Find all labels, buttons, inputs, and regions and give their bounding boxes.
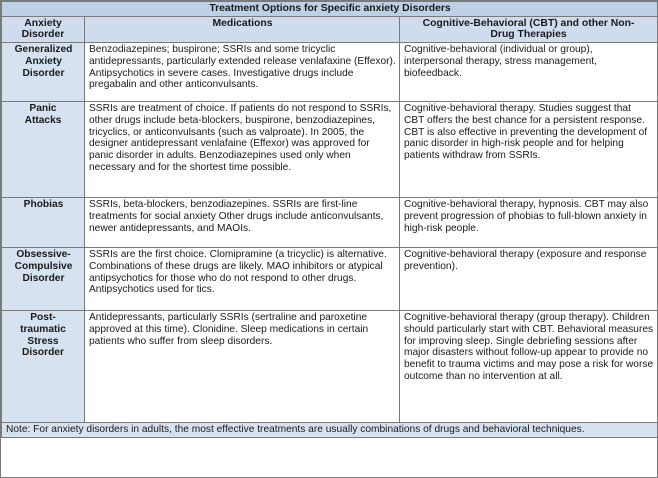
table-row — [2, 43, 658, 102]
table-row — [2, 198, 658, 248]
header-medications: Medications — [85, 16, 400, 42]
medications-cell: Benzodiazepines; buspirone; SSRIs and some tricyclic antidepressants, particularly extended release venlafaxine (Effexor). Antipsychotics in severe cases. Investigative drugs include pregabalin and other anticonvulsants. — [85, 43, 400, 102]
table-row — [2, 248, 658, 311]
therapies-cell: Cognitive-behavioral therapy (exposure and response prevention). — [400, 248, 658, 311]
medications-cell: SSRIs, beta-blockers, benzodiazepines. SSRIs are first-line treatments for social anxiety Other drugs include anticonvulsants, newer antidepressants, and MAOIs. — [85, 198, 400, 248]
disorder-cell: Post-traumatic Stress Disorder — [2, 311, 85, 423]
table-header-row — [2, 16, 658, 42]
table-title: Treatment Options for Specific anxiety Disorders — [2, 2, 658, 17]
header-therapies: Cognitive-Behavioral (CBT) and other Non-Drug Therapies — [400, 16, 658, 42]
disorder-cell: Obsessive-Compulsive Disorder — [2, 248, 85, 311]
header-disorder: Anxiety Disorder — [2, 16, 85, 42]
table-title-row — [2, 2, 658, 17]
medications-cell: SSRIs are treatment of choice. If patients do not respond to SSRIs, other drugs include beta-blockers, buspirone, benzodiazepines, tricyclics, or anticonvulsants (such as valproate). In 2005, the designer antidepressant venlafaine (Effexor) was approved for panic disorder in adults. Benzodiazepines used only when necessary and for the shortest time possible. — [85, 102, 400, 198]
table-note: Note: For anxiety disorders in adults, the most effective treatments are usually combinations of drugs and behavioral techniques. — [2, 423, 658, 438]
table-row — [2, 311, 658, 423]
disorder-cell: Generalized Anxiety Disorder — [2, 43, 85, 102]
therapies-cell: Cognitive-behavioral therapy. Studies suggest that CBT offers the best chance for a persistent response. CBT is also effective in preventing the development of panic disorder in high-risk people and for helping patients withdraw from SSRIs. — [400, 102, 658, 198]
therapies-cell: Cognitive-behavioral therapy, hypnosis. CBT may also prevent progression of phobias to full-blown anxiety in high-risk people. — [400, 198, 658, 248]
note-row — [2, 423, 658, 438]
medications-cell: SSRIs are the first choice. Clomipramine (a tricyclic) is alternative. Combinations of these drugs are likely. MAO inhibitors or atypical antipsychotics for those who do not respond to other drugs. Antipsychotics used for tics. — [85, 248, 400, 311]
therapies-cell: Cognitive-behavioral therapy (group therapy). Children should particularly start with CBT. Behavioral measures for improving sleep. Single debriefing sessions after major disasters without follow-up appear to provide no benefit to trauma victims and may pose a risk for worse outcome than no intervention at all. — [400, 311, 658, 423]
therapies-cell: Cognitive-behavioral (individual or group), interpersonal therapy, stress management, biofeedback. — [400, 43, 658, 102]
medications-cell: Antidepressants, particularly SSRIs (sertraline and paroxetine approved at this time). Clonidine. Sleep medications in certain patients who suffer from sleep disorders. — [85, 311, 400, 423]
disorder-cell: Phobias — [2, 198, 85, 248]
disorder-cell: Panic Attacks — [2, 102, 85, 198]
treatment-table — [1, 1, 658, 438]
table-row — [2, 102, 658, 198]
